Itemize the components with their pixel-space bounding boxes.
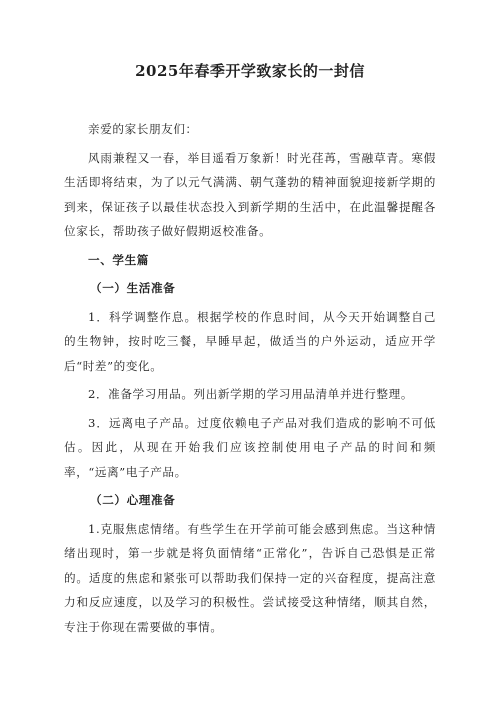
subsection-heading-life: （一）生活准备 <box>90 281 176 295</box>
item-overcome-anxiety: 1.克服焦虑情绪。有些学生在开学前可能会感到焦虑。当这种情绪出现时，第一步就是将负面情绪“正常化”，告诉自己恐惧是正常的。适度的焦虑和紧张可以帮助我们保持一定的兴奋程度，提高注意力和反应速度，以及学习的积极性。尝试接受这种情绪，顺其自然，专注于你现在需要做的事情。 <box>64 521 436 634</box>
item-prepare-supplies: 2．准备学习用品。列出新学期的学习用品清单并进行整理。 <box>88 387 414 401</box>
letter-title: 2025年春季开学致家长的一封信 <box>135 62 365 80</box>
subsection-heading-mental: （二）心理准备 <box>90 493 176 507</box>
intro-paragraph: 风雨兼程又一春，举目遥看万象新！时光荏苒，雪融草青。寒假生活即将结束，为了以元气满满、朝气蓬勃的精神面貌迎接新学期的到来，保证孩子以最佳状态投入到新学期的生活中，在此温馨提醒各位家长，帮助孩子做好假期返校准备。 <box>64 150 436 238</box>
item-avoid-electronics: 3．远离电子产品。过度依赖电子产品对我们造成的影响不可低估。因此，从现在开始我们应该控制使用电子产品的时间和频率，“远离”电子产品。 <box>64 415 436 479</box>
section-heading-students: 一、学生篇 <box>88 252 149 267</box>
greeting: 亲爱的家长朋友们： <box>88 122 198 136</box>
item-adjust-schedule: 1．科学调整作息。根据学校的作息时间，从今天开始调整自己的生物钟，按时吃三餐，早睡早起，做适当的户外运动，适应开学后“时差”的变化。 <box>64 309 436 373</box>
